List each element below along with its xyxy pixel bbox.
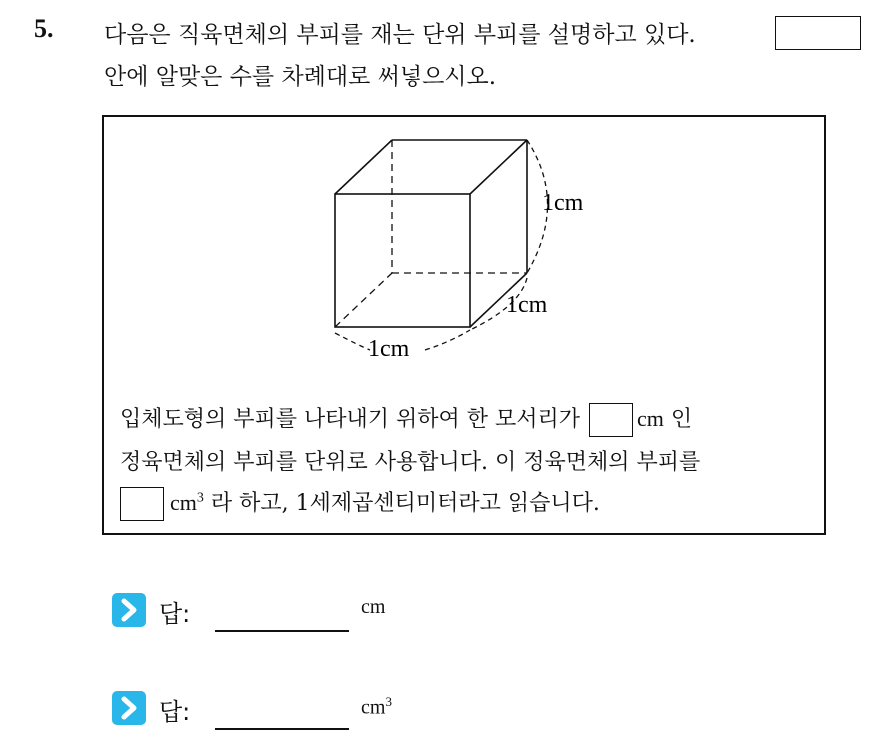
- question-text-line1: 다음은 직육면체의 부피를 재는 단위 부피를 설명하고 있다.: [104, 22, 696, 48]
- passage-unit-cm3: cm: [170, 490, 197, 515]
- edge-length-blank: [589, 403, 633, 437]
- answer-input-line[interactable]: [215, 630, 349, 632]
- answer-unit-sup: 3: [385, 694, 392, 709]
- question-text-line2: 안에 알맞은 수를 차례대로 써넣으시오.: [104, 64, 497, 90]
- passage-unit-sup: 3: [196, 490, 204, 506]
- label-depth: 1cm: [506, 292, 548, 318]
- passage-line3: [120, 486, 600, 521]
- answer-unit: [361, 596, 385, 619]
- chevron-right-icon: [111, 592, 147, 628]
- answer-unit: [361, 694, 392, 720]
- passage-line1-text: 입체도형의 부피를 나타내기 위하여 한 모서리가: [120, 407, 581, 432]
- dimension-arcs: [335, 140, 548, 350]
- passage-line2: 정육면체의 부피를 단위로 사용합니다. 이 정육면체의 부피를: [120, 450, 701, 475]
- label-width: 1cm: [368, 336, 410, 362]
- passage-line1: [120, 402, 692, 437]
- answer-unit-text: cm: [361, 696, 386, 719]
- answer-label: 답:: [159, 698, 191, 726]
- passage-line1-end: 인: [670, 407, 693, 432]
- answer-unit-text: cm: [361, 596, 386, 618]
- question-blank-box: [775, 16, 861, 50]
- volume-blank: [120, 487, 164, 521]
- passage-unit-cm: cm: [637, 406, 664, 431]
- passage-line3-text: 라 하고, 1세제곱센티미터라고 읽습니다.: [210, 491, 600, 516]
- label-height: 1cm: [542, 190, 584, 216]
- answer-label: 답:: [159, 600, 191, 628]
- unit-cube-figure: [320, 128, 610, 368]
- chevron-right-icon: [111, 690, 147, 726]
- answer-input-line[interactable]: [215, 728, 349, 730]
- question-number: 5.: [34, 14, 54, 43]
